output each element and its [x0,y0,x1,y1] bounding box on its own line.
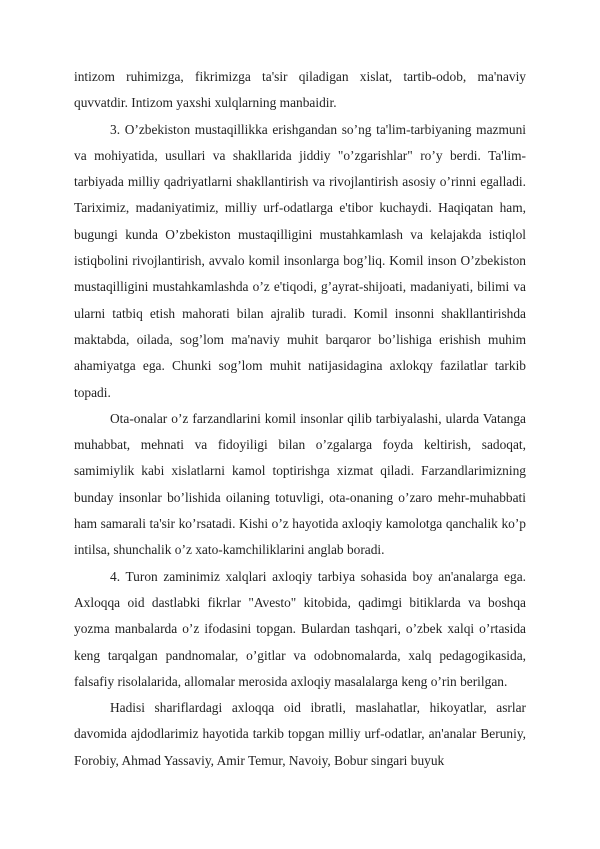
paragraph-hadisi-shariflar: Hadisi shariflardagi axloqqa oid ibratli, maslahatlar, hikoyatlar, asrlar davomida ajdodlarimiz hayotida tarkib topgan milliy urf-odatlar, an'analar Beruniy, Forobiy, Ahmad Yassaviy, Amir Temur, Navoiy, Bobur singari buyuk [74,700,526,768]
body-text [74,64,526,774]
paragraph-section-4: 4. Turon zaminimiz xalqlari axloqiy tarbiya sohasida boy an'analarga ega. Axloqqa oid dastlabki fikrlar "Avesto" kitobida, qadimgi bitiklarda va boshqa yozma manbalarda o’z ifodasini topgan. Bulardan tashqari, o’zbek xalqi o’rtasida keng tarqalgan pandnomalar, o’gitlar va odobnomalarda, xalq pedagogikasida, falsafiy risolalarida, allomalar merosida axloqiy masalalarga keng o’rin berilgan. [74,568,526,689]
paragraph-section-3: 3. O’zbekiston mustaqillikka erishgandan so’ng ta'lim-tarbiyaning mazmuni va mohiyatida, usullari va shakllarida jiddiy "o’zgarishlar" ro’y berdi. Ta'lim-tarbiyada milliy qadriyatlarni shakllantirish va rivojlantirish asosiy o’rinni egalladi. Tariximiz, madaniyatimiz, milliy urf-odatlarga e'tibor kuchaydi. Haqiqatan ham, bugungi kunda O’zbekiston mustaqilligini mustahkamlash va kelajakda istiqlol istiqbolini rivojlantirish, avvalo komil insonlarga bog’liq. Komil inson O’zbekiston mustaqilligini mustahkamlashda o’z e'tiqodi, g’ayrat-shijoati, madaniyati, bilimi va ularni tatbiq etish mahorati bilan ajralib turadi. Komil insonni shakllantirishda maktabda, oilada, sog’lom ma'naviy muhit barqaror bo’lishiga erishish muhim ahamiyatga ega. Chunki sog’lom muhit natijasidagina axlokqy fazilatlar tarkib topadi. [74,121,526,400]
paragraph-ota-onalar: Ota-onalar o’z farzandlarini komil insonlar qilib tarbiyalashi, ularda Vatanga muhabbat, mehnati va fidoyiligi bilan o’zgalarga foyda keltirish, sadoqat, samimiylik kabi xislatlarni kamol toptirishga xizmat qiladi. Farzandlarimizning bunday insonlar bo’lishida oilaning totuvligi, ota-onaning o’zaro mehr-muhabbati ham samarali ta'sir ko’rsatadi. Kishi o’z hayotida axloqiy kamolotga qanchalik ko’p intilsa, shunchalik o’z xato-kamchiliklarini anglab boradi. [74,410,526,558]
paragraph-intizom: intizom ruhimizga, fikrimizga ta'sir qiladigan xislat, tartib-odob, ma'naviy quvvatdir. Intizom yaxshi xulqlarning manbaidir. [74,69,526,111]
